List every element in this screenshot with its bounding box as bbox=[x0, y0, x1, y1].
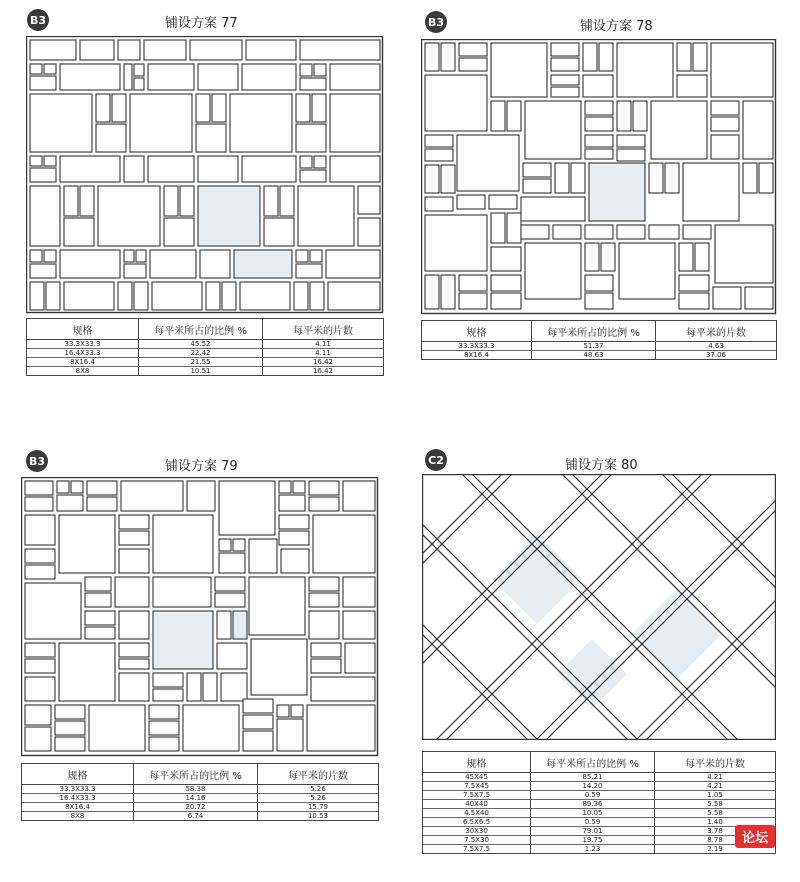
cell-count: 4.11 bbox=[263, 340, 384, 349]
cell-count: 4.11 bbox=[263, 349, 384, 358]
cell-spec: 33.3X33.3 bbox=[22, 785, 134, 794]
header-count: 每平米的片数 bbox=[258, 764, 379, 785]
cell-ratio: 51.37 bbox=[532, 342, 656, 351]
header-ratio: 每平米所占的比例 % bbox=[134, 764, 258, 785]
cell-count: 37.06 bbox=[656, 351, 777, 360]
spec-table bbox=[422, 751, 776, 854]
cell-count: 3.78 bbox=[655, 827, 776, 836]
cell-spec: 16.4X33.3 bbox=[22, 794, 134, 803]
badge-b3: B3 bbox=[26, 450, 48, 472]
forum-watermark bbox=[735, 825, 775, 848]
cell-ratio: 21.55 bbox=[139, 358, 263, 367]
table-row bbox=[27, 349, 384, 358]
table-row bbox=[22, 785, 379, 794]
cell-spec: 16.4X33.3 bbox=[27, 349, 139, 358]
badge-b3: B3 bbox=[27, 9, 49, 31]
cell-ratio: 10.51 bbox=[139, 367, 263, 376]
table-row bbox=[27, 340, 384, 349]
cell-spec: 8X8 bbox=[22, 812, 134, 821]
cell-ratio: 14.20 bbox=[531, 782, 655, 791]
cell-spec: 7.5X45 bbox=[423, 782, 531, 791]
cell-ratio: 14.16 bbox=[134, 794, 258, 803]
cell-ratio: 48.63 bbox=[532, 351, 656, 360]
panel-title: 铺设方案 80 bbox=[565, 458, 638, 473]
cell-count: 4.21 bbox=[655, 773, 776, 782]
tile-layout-drawing bbox=[26, 36, 384, 314]
table-row bbox=[22, 803, 379, 812]
table-row bbox=[27, 358, 384, 367]
table-row bbox=[423, 818, 776, 827]
cell-ratio: 45.52 bbox=[139, 340, 263, 349]
cell-ratio: 79.01 bbox=[531, 827, 655, 836]
cell-ratio: 58.38 bbox=[134, 785, 258, 794]
header-count: 每平米的片数 bbox=[655, 752, 776, 773]
cell-ratio: 20.72 bbox=[134, 803, 258, 812]
table-row bbox=[423, 791, 776, 800]
table-row bbox=[27, 367, 384, 376]
spec-table bbox=[26, 318, 384, 376]
header-ratio: 每平米所占的比例 % bbox=[139, 319, 263, 340]
badge-b3: B3 bbox=[425, 11, 447, 33]
table-row bbox=[423, 827, 776, 836]
table-row bbox=[22, 812, 379, 821]
cell-count: 5.58 bbox=[655, 809, 776, 818]
cell-spec: 33.3X33.3 bbox=[27, 340, 139, 349]
header-count: 每平米的片数 bbox=[263, 319, 384, 340]
table-row bbox=[423, 845, 776, 854]
spec-table bbox=[21, 763, 379, 821]
cell-ratio: 89.36 bbox=[531, 800, 655, 809]
table-row bbox=[423, 782, 776, 791]
cell-count: 4.21 bbox=[655, 782, 776, 791]
table-row bbox=[22, 794, 379, 803]
cell-ratio: 85.21 bbox=[531, 773, 655, 782]
cell-count: 15.79 bbox=[258, 803, 379, 812]
cell-ratio: 0.59 bbox=[531, 791, 655, 800]
cell-count: 5.26 bbox=[258, 794, 379, 803]
table-row bbox=[423, 836, 776, 845]
cell-count: 1.40 bbox=[655, 818, 776, 827]
cell-ratio: 22.42 bbox=[139, 349, 263, 358]
header-spec: 规格 bbox=[423, 752, 531, 773]
cell-count: 16.42 bbox=[263, 358, 384, 367]
cell-spec: 45X45 bbox=[423, 773, 531, 782]
table-row bbox=[422, 351, 777, 360]
header-spec: 规格 bbox=[22, 764, 134, 785]
cell-count: 2.19 bbox=[655, 845, 776, 854]
cell-spec: 40X40 bbox=[423, 800, 531, 809]
cell-ratio: 10.05 bbox=[531, 809, 655, 818]
cell-spec: 30X30 bbox=[423, 827, 531, 836]
cell-spec: 7.5X30 bbox=[423, 836, 531, 845]
cell-ratio: 19.75 bbox=[531, 836, 655, 845]
table-row bbox=[422, 342, 777, 351]
header-count: 每平米的片数 bbox=[656, 321, 777, 342]
cell-spec: 8X16.4 bbox=[27, 358, 139, 367]
cell-count: 5.58 bbox=[655, 800, 776, 809]
cell-count: 8.78 bbox=[655, 836, 776, 845]
tile-layout-drawing bbox=[21, 477, 379, 757]
spec-table bbox=[421, 320, 777, 360]
panel-title: 铺设方案 79 bbox=[165, 459, 238, 474]
table-row bbox=[423, 800, 776, 809]
cell-spec: 33.3X33.3 bbox=[422, 342, 532, 351]
cell-spec: 8X16.4 bbox=[22, 803, 134, 812]
cell-spec: 6.5X6.5 bbox=[423, 818, 531, 827]
header-spec: 规格 bbox=[27, 319, 139, 340]
cell-spec: 7.5X7.5 bbox=[423, 845, 531, 854]
panel-title: 铺设方案 78 bbox=[580, 19, 653, 34]
header-ratio: 每平米所占的比例 % bbox=[531, 752, 655, 773]
cell-count: 4.63 bbox=[656, 342, 777, 351]
tile-layout-drawing bbox=[422, 474, 776, 740]
cell-spec: 8X8 bbox=[27, 367, 139, 376]
cell-ratio: 0.59 bbox=[531, 818, 655, 827]
cell-ratio: 1.23 bbox=[531, 845, 655, 854]
badge-c2: C2 bbox=[425, 449, 447, 471]
cell-count: 1.05 bbox=[655, 791, 776, 800]
panel-title: 铺设方案 77 bbox=[165, 16, 238, 31]
table-row bbox=[423, 809, 776, 818]
cell-count: 5.26 bbox=[258, 785, 379, 794]
header-spec: 规格 bbox=[422, 321, 532, 342]
cell-spec: 8X16.4 bbox=[422, 351, 532, 360]
cell-ratio: 6.74 bbox=[134, 812, 258, 821]
forum-logo: 论坛 bbox=[735, 825, 775, 848]
header-ratio: 每平米所占的比例 % bbox=[532, 321, 656, 342]
tile-layout-drawing bbox=[421, 39, 777, 315]
cell-spec: 4.5X40 bbox=[423, 809, 531, 818]
cell-count: 16.42 bbox=[263, 367, 384, 376]
cell-count: 10.53 bbox=[258, 812, 379, 821]
cell-spec: 7.5X7.5 bbox=[423, 791, 531, 800]
table-row bbox=[423, 773, 776, 782]
